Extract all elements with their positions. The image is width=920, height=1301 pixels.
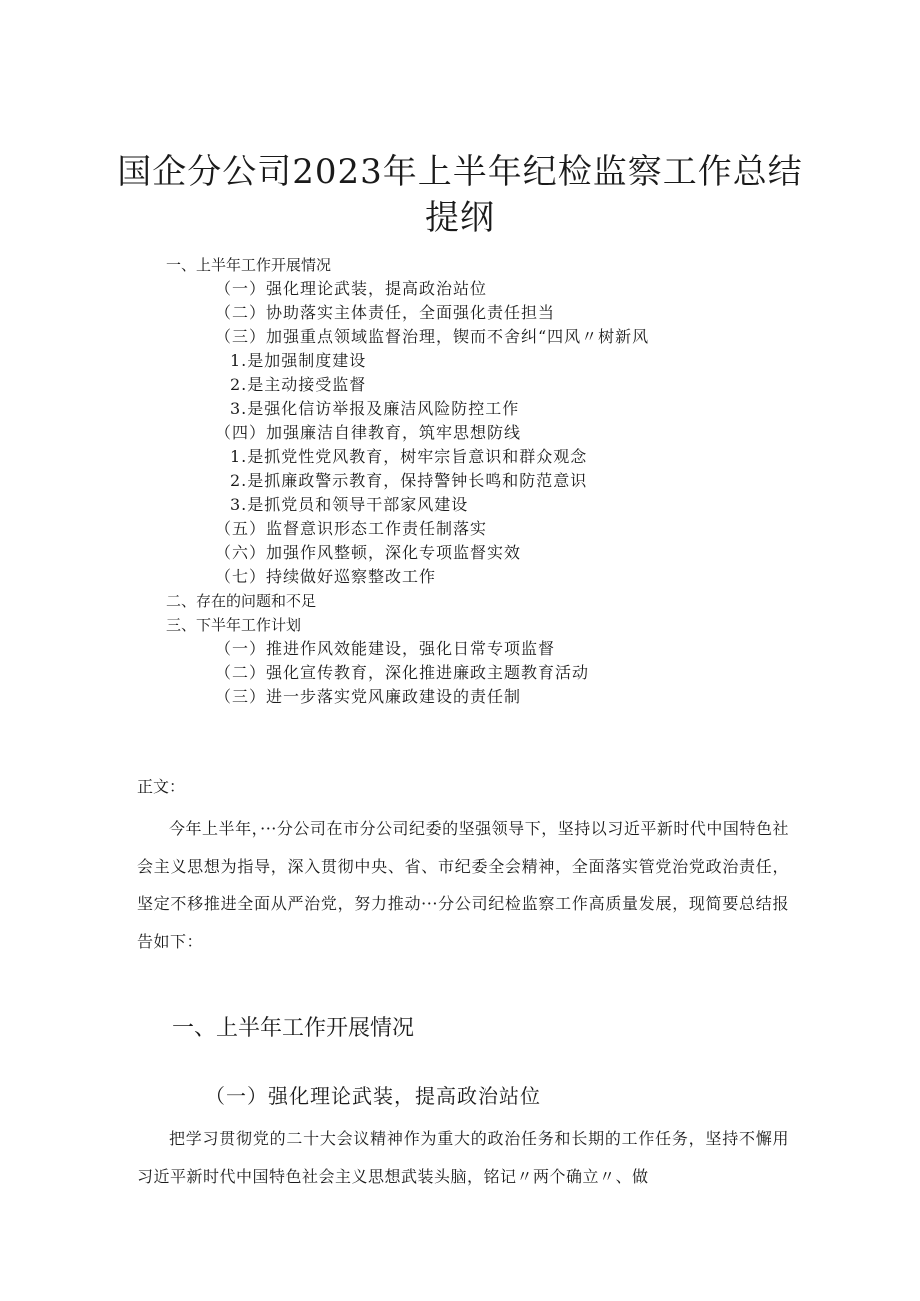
outline-item: 1.是加强制度建设: [230, 351, 367, 370]
document-title-line1: 国企分公司2023年上半年纪检监察工作总结: [117, 152, 803, 192]
section-heading: 一、上半年工作开展情况: [172, 1016, 415, 1041]
outline-item: （一）推进作风效能建设，强化日常专项监督: [215, 639, 556, 658]
outline-item: 2.是主动接受监督: [230, 375, 367, 394]
body-label: 正文：: [137, 777, 186, 796]
outline-item: 3.是抓党员和领导干部家风建设: [230, 495, 469, 514]
outline-item: （六）加强作风整顿，深化专项监督实效: [215, 543, 522, 562]
outline-item: （三）进一步落实党风廉政建设的责任制: [215, 687, 522, 706]
outline-item: （五）监督意识形态工作责任制落实: [215, 519, 488, 538]
subsection-heading: （一）强化理论武装，提高政治站位: [205, 1084, 541, 1108]
outline-item: （七）持续做好巡察整改工作: [215, 567, 437, 586]
outline-item: 一、上半年工作开展情况: [166, 256, 332, 274]
body-paragraph: 把学习贯彻党的二十大会议精神作为重大的政治任务和长期的工作任务，坚持不懈用习近平新时代中国特色社会主义思想武装头脑，铭记〃两个确立〃、做: [137, 1129, 789, 1186]
outline-item: （四）加强廉洁自律教育，筑牢思想防线: [215, 423, 522, 442]
document-title-line2: 提纲: [425, 198, 495, 238]
outline-item: （二）强化宣传教育，深化推进廉政主题教育活动: [215, 663, 590, 682]
outline-item: 1.是抓党性党风教育，树牢宗旨意识和群众观念: [230, 447, 588, 466]
outline-item: 3.是强化信访举报及廉洁风险防控工作: [230, 399, 520, 418]
outline-item: 二、存在的问题和不足: [166, 592, 317, 610]
outline-item: 三、下半年工作计划: [166, 616, 302, 634]
outline: [0, 253, 920, 709]
outline-item: （三）加强重点领域监督治理，锲而不舍纠“四风〃树新风: [215, 327, 650, 346]
outline-item: （一）强化理论武装，提高政治站位: [215, 279, 488, 298]
intro-paragraph: 今年上半年，···分公司在市分公司纪委的坚强领导下，坚持以习近平新时代中国特色社会主义思想为指导，深入贯彻中央、省、市纪委全会精神，全面落实管党治党政治责任，坚定不移推进全面从严治党，努力推动···分公司纪检监察工作高质量发展，现简要总结报告如下：: [137, 819, 789, 951]
outline-item: （二）协助落实主体责任，全面强化责任担当: [215, 303, 556, 322]
outline-item: 2.是抓廉政警示教育，保持警钟长鸣和防范意识: [230, 471, 588, 490]
